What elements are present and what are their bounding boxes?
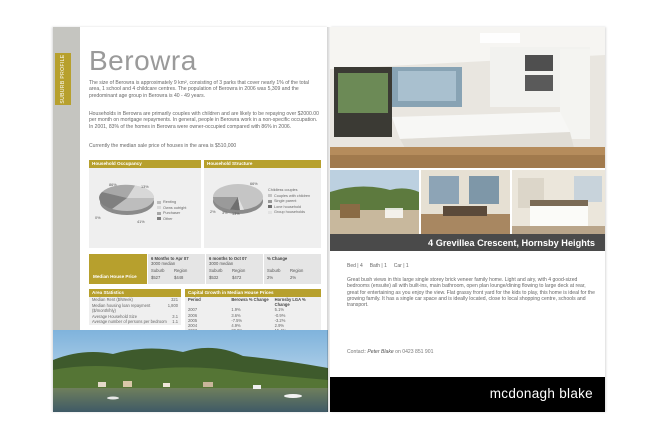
median-col-oct: 6 months to Oct 07 3000 median Suburb Region $532 $472	[206, 254, 263, 284]
table-header-row: Period Berowra % Change Hornsby LGA % Change	[188, 297, 306, 308]
occupancy-legend	[157, 200, 186, 222]
legend-item: Childless couples	[268, 188, 298, 192]
median-col-change: % Change Suburb Region 2% 2%	[264, 254, 321, 284]
median-col-apr: 6 Months to Apr 07 3000 median Suburb Region $527 $448	[148, 254, 205, 284]
occupancy-pct-label: 41%	[137, 220, 145, 224]
address-bar	[330, 234, 605, 251]
table-row: Median housing loan repayment ($/month/hly) 1,800	[92, 302, 178, 313]
contact-name: Peter Blake	[367, 349, 394, 355]
table-row: Median Rent ($/Week) 321	[92, 297, 178, 302]
occupancy-header: Household Occupancy	[89, 160, 201, 168]
right-page	[330, 27, 605, 412]
median-label: Median House Price	[89, 254, 147, 284]
property-address: 4 Grevillea Crescent, Hornsby Heights	[428, 238, 595, 248]
structure-pct-label: 66%	[250, 182, 258, 186]
table-row: 2004 4.9% 2.9%	[188, 323, 284, 329]
lake-photo	[53, 330, 328, 412]
legend-item: Renting	[157, 200, 186, 206]
intro-paragraph: The size of Berowra is approximately 9 km², consisting of 3 parks that cover nearly 1% of the total area, 1 school and 4 childcare centres. The population of Berowra in 2006 was 5,309 and the predominant age group in Berowra is 40 - 49 years.	[89, 80, 309, 99]
median-paragraph: Currently the median sale price of houses in the area is $510,000	[89, 143, 237, 149]
legend-item: Couples with children	[268, 194, 310, 200]
legend-item: Purchaser	[157, 211, 186, 217]
median-price-table	[89, 254, 321, 284]
kitchen-photo	[330, 27, 605, 168]
bedroom-photo	[512, 170, 605, 234]
structure-header: Household Structure	[204, 160, 321, 168]
capital-growth-header: Capital Growth in Median House Prices	[185, 289, 321, 297]
side-tab	[55, 53, 71, 105]
page-title: Berowra	[89, 45, 197, 76]
table-row: 2006 3.6% -0.9%	[188, 312, 286, 318]
legend-item: Single parent	[268, 199, 310, 205]
table-row: Average Household Size 3.1	[92, 313, 178, 319]
households-paragraph: Households in Berowra are primarily couples with children and are likely to be repaying over $2000.00 per month on mortgage repayments. In general, people in Berowra work in a non-specific occupation. In 2001, 83% of the homes in Berowra were owner-occupied compared with 86% in 2006.	[89, 111, 319, 130]
deck-view-photo	[330, 170, 419, 234]
occupancy-pct-label: 13%	[141, 185, 149, 189]
contact-line: Contact: Peter Blake on 0423 851 901	[347, 349, 434, 355]
side-tab-label: SUBURB PROFILE	[60, 54, 66, 104]
structure-pct-label: 2%	[210, 210, 216, 214]
structure-pct-label: 3%	[222, 211, 228, 215]
occupancy-pct-label: 0%	[95, 216, 101, 220]
legend-item: Lone household	[268, 205, 310, 211]
legend-item: Owns outright	[157, 206, 186, 212]
brand-footer	[330, 377, 605, 412]
brand-logo: mcdonagh blake	[489, 386, 593, 401]
property-features: Bed | 4 Bath | 1 Car | 1	[347, 263, 409, 269]
table-row: 2007 1.9% 5.1%	[188, 307, 284, 313]
structure-panel	[204, 160, 321, 248]
contact-phone: on 0423 851 901	[395, 349, 434, 355]
legend-item: Other	[157, 217, 186, 223]
legend-item: Group households	[268, 210, 310, 216]
structure-pct-label: 13%	[232, 212, 240, 216]
area-stats-header: Area Statistics	[89, 289, 181, 297]
table-row: Average number of persons per bedroom 1.1	[92, 319, 178, 324]
table-row: 2005 -7.5% -3.2%	[188, 317, 286, 323]
structure-legend	[268, 188, 310, 216]
living-room-photo	[421, 170, 510, 234]
area-statistics-table	[89, 289, 181, 325]
occupancy-panel	[89, 160, 201, 248]
occupancy-pct-label: 86%	[109, 183, 117, 187]
property-description: Great bush views in this large single storey brick veneer family home. Light and airy, with 4 good-sized bedrooms (ensuite) all with built-ins, main bathroom, open plan lounge/dining flowing to large deck at rear, great for entertaining as you enjoy the view. Flat grassy front yard for the kids to play, this home is ideal for the growing family. It has a single car space and is ideally located, close to local shopping centre, schools and transport.	[347, 277, 595, 309]
left-page	[53, 27, 328, 412]
